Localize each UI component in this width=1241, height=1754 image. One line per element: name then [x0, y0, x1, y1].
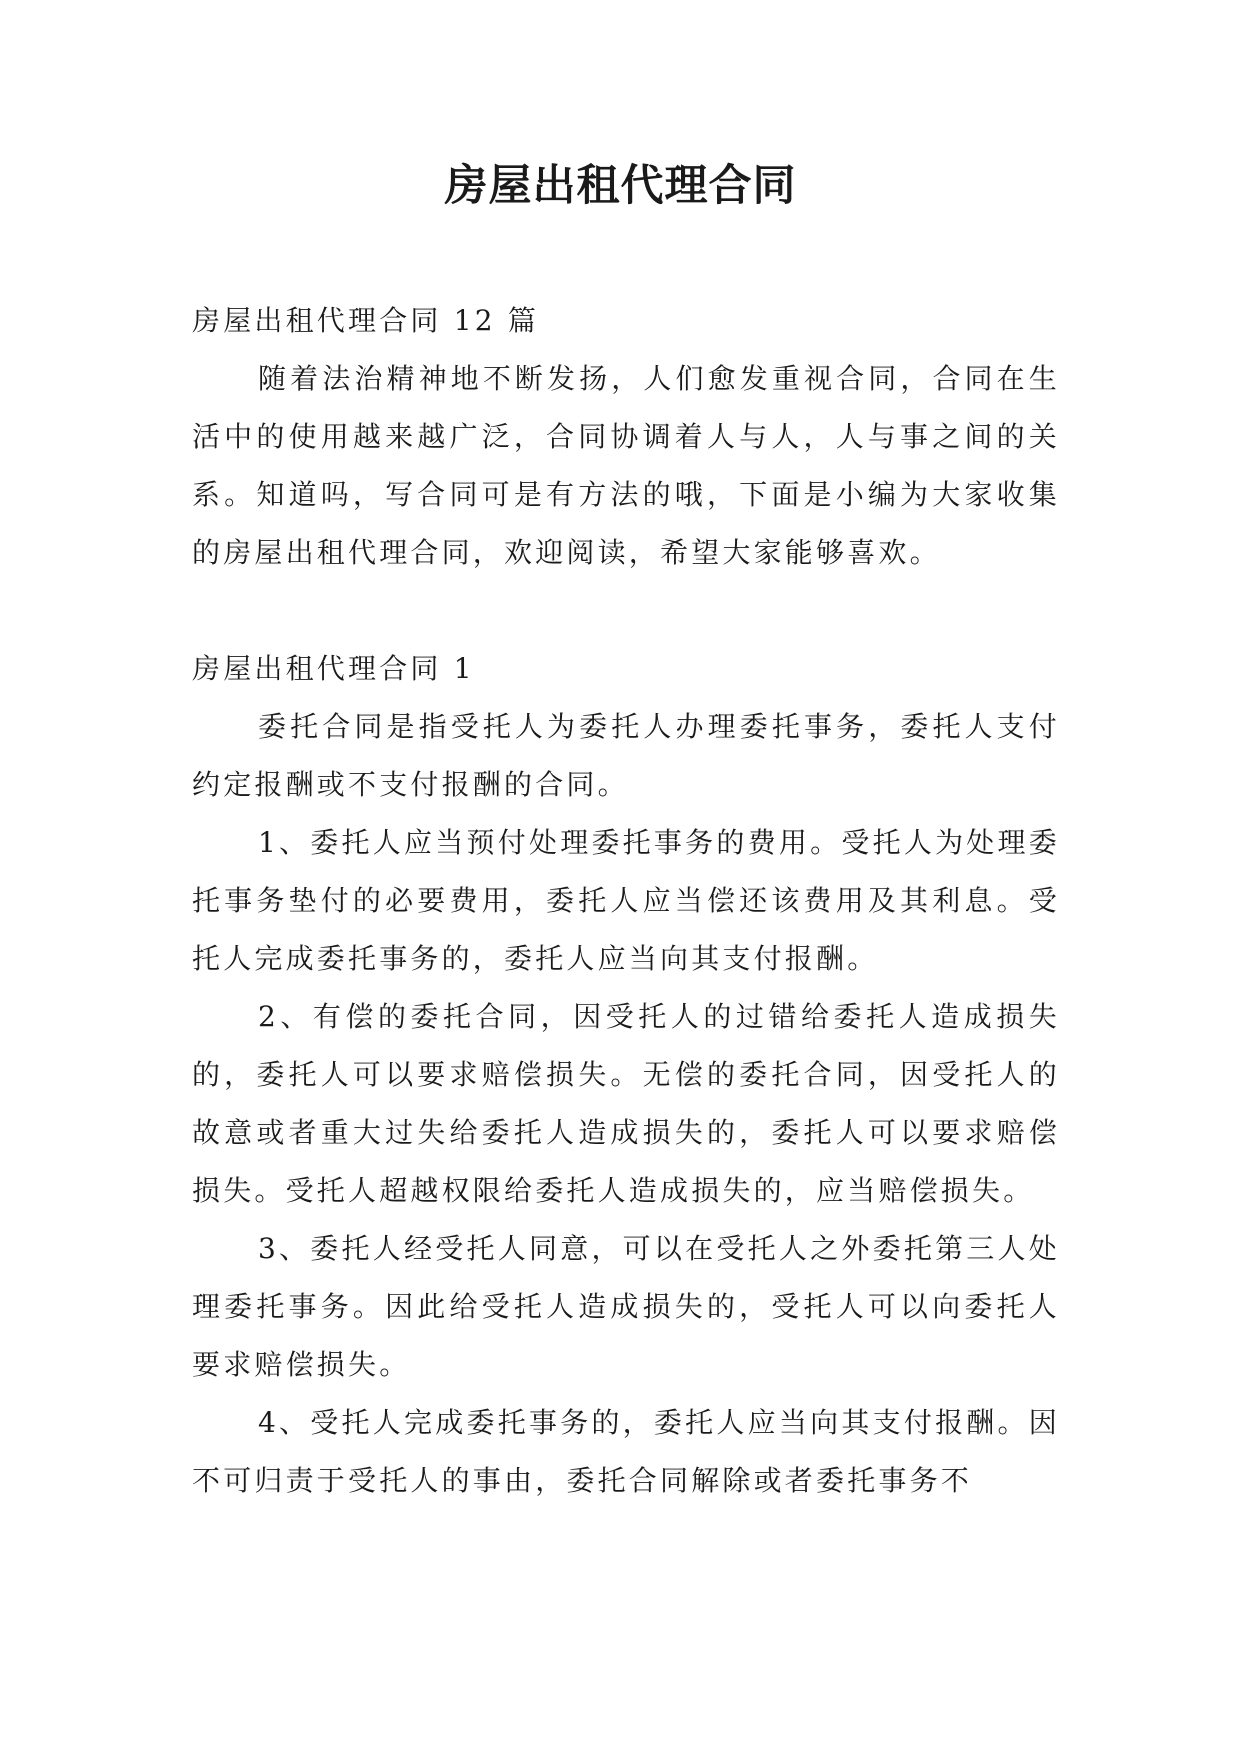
clause-paragraph: 3、委托人经受托人同意，可以在受托人之外委托第三人处理委托事务。因此给受托人造成损失的，受托人可以向委托人要求赔偿损失。	[192, 1232, 1060, 1381]
section-heading: 房屋出租代理合同 1	[192, 652, 475, 685]
document-title: 房屋出租代理合同	[444, 161, 797, 211]
clause-paragraph: 4、受托人完成委托事务的，委托人应当向其支付报酬。因不可归责于受托人的事由，委托合同解除或者委托事务不	[192, 1406, 1060, 1497]
clause-paragraph: 1、委托人应当预付处理委托事务的费用。受托人为处理委托事务垫付的必要费用，委托人应当偿还该费用及其利息。受托人完成委托事务的，委托人应当向其支付报酬。	[192, 826, 1060, 975]
clause-paragraph: 2、有偿的委托合同，因受托人的过错给委托人造成损失的，委托人可以要求赔偿损失。无偿的委托合同，因受托人的故意或者重大过失给委托人造成损失的，委托人可以要求赔偿损失。受托人超越权限给委托人造成损失的，应当赔偿损失。	[192, 1000, 1060, 1207]
body-paragraph: 委托合同是指受托人为委托人办理委托事务，委托人支付约定报酬或不支付报酬的合同。	[192, 710, 1060, 801]
section-heading: 房屋出租代理合同 12 篇	[192, 304, 540, 337]
document-body	[192, 292, 1060, 1510]
blank-line	[192, 582, 1060, 640]
intro-paragraph: 随着法治精神地不断发扬，人们愈发重视合同，合同在生活中的使用越来越广泛，合同协调着人与人，人与事之间的关系。知道吗，写合同可是有方法的哦，下面是小编为大家收集的房屋出租代理合同，欢迎阅读，希望大家能够喜欢。	[192, 362, 1060, 569]
